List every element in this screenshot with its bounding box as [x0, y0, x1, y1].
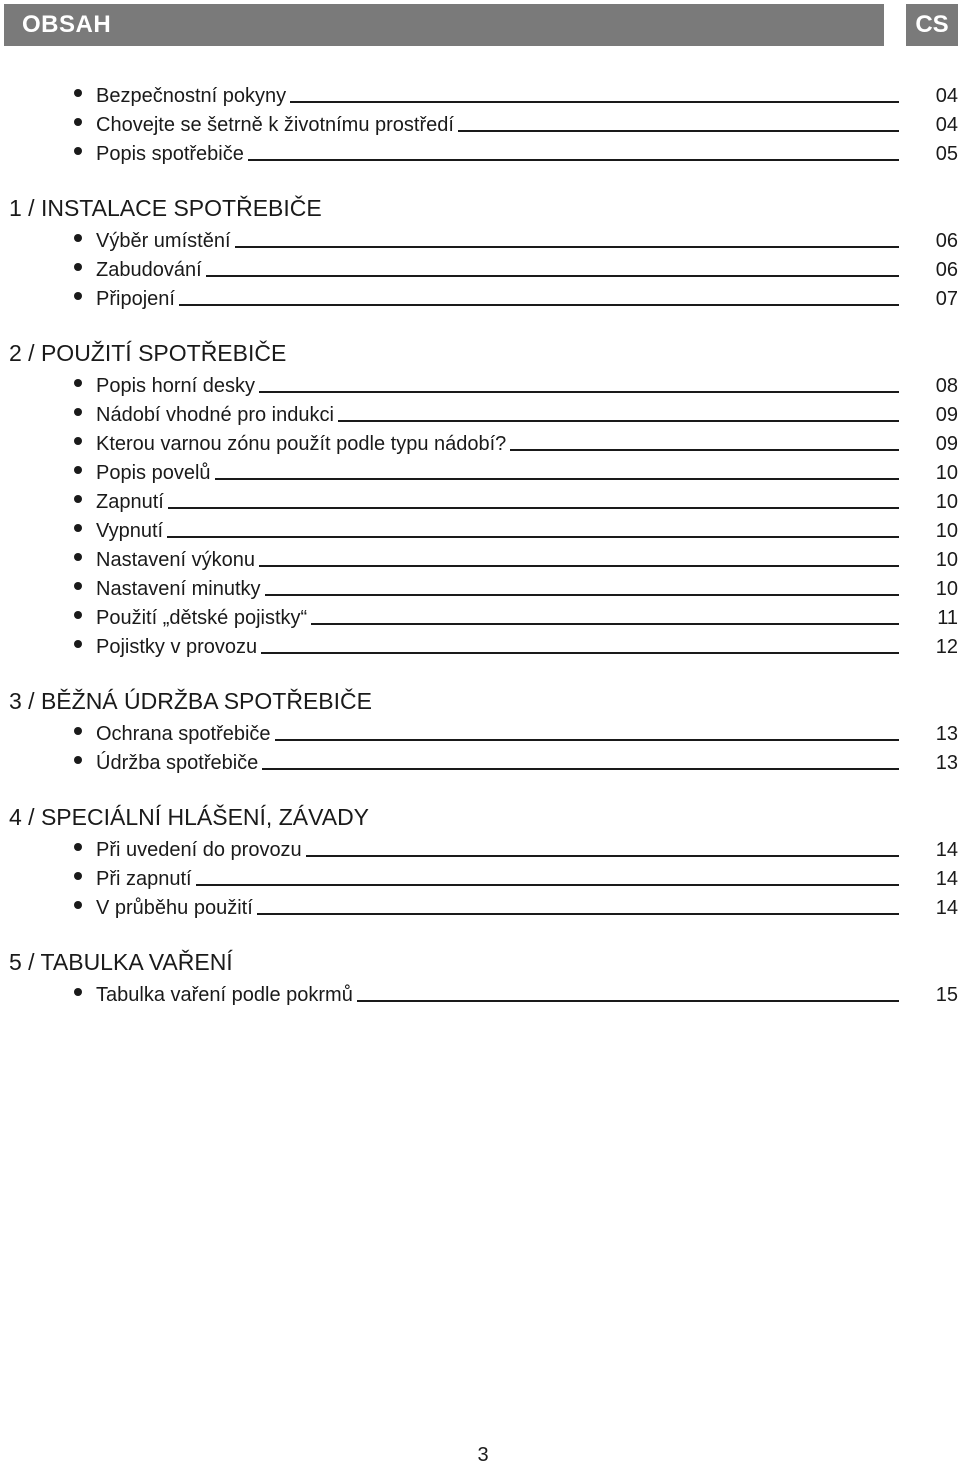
page-number: 3	[477, 1444, 489, 1466]
toc-entry-title: Zapnutí	[96, 490, 168, 514]
bullet-icon	[74, 727, 82, 735]
toc-entry[interactable]	[0, 224, 960, 253]
toc-entry-body	[96, 253, 899, 282]
section-heading: 5 / TABULKA VAŘENÍ	[9, 949, 233, 975]
toc-entry-body	[96, 514, 899, 543]
section-heading: 4 / SPECIÁLNÍ HLÁŠENÍ, ZÁVADY	[9, 804, 370, 830]
toc-entry-title: Výběr umístění	[96, 229, 235, 253]
toc-entry[interactable]	[0, 282, 960, 311]
language-badge: CS	[906, 4, 958, 46]
toc-entry[interactable]	[0, 543, 960, 572]
bullet-icon	[74, 901, 82, 909]
toc-leader-line	[338, 420, 899, 422]
toc-entry-body	[96, 601, 899, 630]
bullet-icon	[74, 756, 82, 764]
toc-entry-title: Bezpečnostní pokyny	[96, 84, 290, 108]
bullet-icon	[74, 379, 82, 387]
toc-entry-title: Nádobí vhodné pro indukci	[96, 403, 338, 427]
toc-entry-page: 04	[935, 114, 958, 136]
toc-leader-line	[261, 652, 899, 654]
toc-leader-line	[458, 130, 899, 132]
toc-leader-line	[262, 768, 899, 770]
toc-entry-title: Zabudování	[96, 258, 206, 282]
toc-entry-page: 11	[937, 607, 958, 629]
bullet-icon	[74, 843, 82, 851]
bullet-icon	[74, 524, 82, 532]
toc-leader-line	[257, 913, 899, 915]
toc-entry-page: 10	[935, 549, 958, 571]
toc-entry-title: Pojistky v provozu	[96, 635, 261, 659]
toc-leader-line	[215, 478, 899, 480]
toc-entry-title: Vypnutí	[96, 519, 167, 543]
toc-entry[interactable]	[0, 717, 960, 746]
toc-entry[interactable]	[0, 485, 960, 514]
toc-leader-line	[259, 565, 899, 567]
toc-entry-title: Kterou varnou zónu použít podle typu nádobí?	[96, 432, 510, 456]
toc-leader-line	[259, 391, 899, 393]
toc-entry-title: Připojení	[96, 287, 179, 311]
toc-entry-body	[96, 717, 899, 746]
section-heading: 1 / INSTALACE SPOTŘEBIČE	[9, 195, 322, 221]
toc-entry-title: V průběhu použití	[96, 896, 257, 920]
toc-entry-title: Popis povelů	[96, 461, 215, 485]
toc-entry-page: 10	[935, 578, 958, 600]
bullet-icon	[74, 437, 82, 445]
toc-entry-page: 09	[935, 404, 958, 426]
toc-leader-line	[179, 304, 899, 306]
toc-entry-page: 06	[935, 259, 958, 281]
toc-entry-body	[96, 224, 899, 253]
toc-entry-title: Při zapnutí	[96, 867, 196, 891]
toc-entry-page: 08	[935, 375, 958, 397]
bullet-icon	[74, 640, 82, 648]
toc-entry-title: Popis spotřebiče	[96, 142, 248, 166]
toc-leader-line	[510, 449, 899, 451]
toc-leader-line	[196, 884, 899, 886]
bullet-icon	[74, 263, 82, 271]
toc-entry-page: 05	[935, 143, 958, 165]
toc-entry-body	[96, 108, 899, 137]
toc-entry[interactable]	[0, 891, 960, 920]
toc-leader-line	[275, 739, 899, 741]
toc-entry-page: 13	[935, 752, 958, 774]
toc-entry-body	[96, 369, 899, 398]
toc-entry-body	[96, 746, 899, 775]
bullet-icon	[74, 408, 82, 416]
toc-entry-body	[96, 572, 899, 601]
bullet-icon	[74, 292, 82, 300]
toc-leader-line	[357, 1000, 899, 1002]
toc-entry-title: Použití „dětské pojistky“	[96, 606, 311, 630]
toc-entry[interactable]	[0, 572, 960, 601]
toc-entry[interactable]	[0, 427, 960, 456]
bullet-icon	[74, 234, 82, 242]
toc-entry[interactable]	[0, 79, 960, 108]
toc-entry[interactable]	[0, 514, 960, 543]
toc-entry-body	[96, 137, 899, 166]
toc-entry[interactable]	[0, 369, 960, 398]
bullet-icon	[74, 118, 82, 126]
toc-entry[interactable]	[0, 253, 960, 282]
toc-entry-body	[96, 978, 899, 1007]
toc-entry-page: 04	[935, 85, 958, 107]
toc-entry-title: Tabulka vaření podle pokrmů	[96, 983, 357, 1007]
toc-leader-line	[167, 536, 899, 538]
header-bar	[4, 4, 884, 46]
toc-leader-line	[248, 159, 899, 161]
toc-entry-page: 09	[935, 433, 958, 455]
section-heading: 2 / POUŽITÍ SPOTŘEBIČE	[9, 340, 287, 366]
toc-entry-page: 14	[935, 839, 958, 861]
toc-leader-line	[206, 275, 899, 277]
toc-entry[interactable]	[0, 137, 960, 166]
toc-entry-page: 14	[935, 897, 958, 919]
toc-leader-line	[265, 594, 899, 596]
toc-entry-page: 10	[935, 462, 958, 484]
toc-leader-line	[235, 246, 899, 248]
toc-entry-page: 14	[935, 868, 958, 890]
toc-entry[interactable]	[0, 746, 960, 775]
toc-entry[interactable]	[0, 862, 960, 891]
toc-entry[interactable]	[0, 833, 960, 862]
bullet-icon	[74, 582, 82, 590]
toc-entry[interactable]	[0, 398, 960, 427]
toc-entry-body	[96, 398, 899, 427]
toc-entry-page: 15	[935, 984, 958, 1006]
toc-entry-page: 12	[935, 636, 958, 658]
toc-entry-title: Při uvedení do provozu	[96, 838, 306, 862]
toc-leader-line	[168, 507, 899, 509]
toc-entry-page: 10	[935, 491, 958, 513]
bullet-icon	[74, 872, 82, 880]
bullet-icon	[74, 89, 82, 97]
toc-entry-page: 13	[935, 723, 958, 745]
bullet-icon	[74, 147, 82, 155]
bullet-icon	[74, 988, 82, 996]
toc-entry-title: Ochrana spotřebiče	[96, 722, 275, 746]
toc-entry-body	[96, 543, 899, 572]
bullet-icon	[74, 611, 82, 619]
bullet-icon	[74, 495, 82, 503]
toc-leader-line	[290, 101, 899, 103]
toc-entry-title: Nastavení minutky	[96, 577, 265, 601]
toc-entry-title: Údržba spotřebiče	[96, 751, 262, 775]
toc-entry-page: 07	[935, 288, 958, 310]
toc-entry[interactable]	[0, 108, 960, 137]
toc-leader-line	[311, 623, 899, 625]
bullet-icon	[74, 553, 82, 561]
toc-entry[interactable]	[0, 601, 960, 630]
toc-entry-title: Nastavení výkonu	[96, 548, 259, 572]
toc-entry-body	[96, 79, 899, 108]
toc-entry-body	[96, 833, 899, 862]
section-heading: 3 / BĚŽNÁ ÚDRŽBA SPOTŘEBIČE	[9, 688, 372, 714]
toc-entry-title: Popis horní desky	[96, 374, 259, 398]
toc-entry-page: 06	[935, 230, 958, 252]
toc-entry[interactable]	[0, 456, 960, 485]
toc-entry-body	[96, 427, 899, 456]
toc-entry-title: Chovejte se šetrně k životnímu prostředí	[96, 113, 458, 137]
toc-entry-body	[96, 891, 899, 920]
toc-entry-page: 10	[935, 520, 958, 542]
toc-entry-body	[96, 282, 899, 311]
toc-entry-body	[96, 862, 899, 891]
toc-entry-body	[96, 485, 899, 514]
bullet-icon	[74, 466, 82, 474]
toc-entry[interactable]	[0, 978, 960, 1007]
toc-entry-body	[96, 630, 899, 659]
page-title: OBSAH	[22, 11, 112, 38]
toc-entry-body	[96, 456, 899, 485]
toc-entry[interactable]	[0, 630, 960, 659]
toc-leader-line	[306, 855, 899, 857]
